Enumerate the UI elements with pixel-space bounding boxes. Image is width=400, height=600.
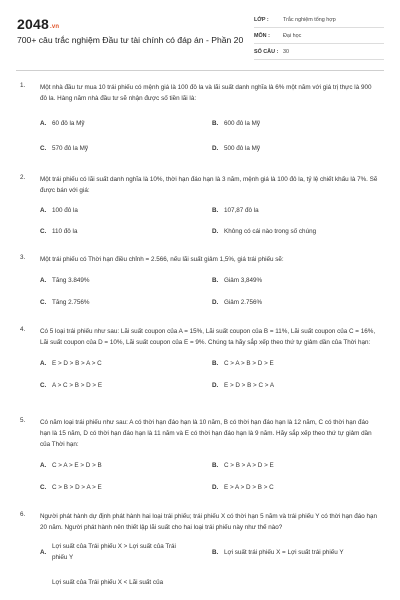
option-c[interactable] (40, 577, 163, 588)
option-c[interactable] (40, 297, 89, 308)
option-text: 110 đô la (52, 228, 78, 235)
option-letter: B. (212, 549, 219, 556)
option-b[interactable] (212, 275, 262, 286)
document-header (0, 0, 400, 66)
question-number: 2. (20, 174, 26, 181)
option-b[interactable] (212, 205, 259, 216)
option-c[interactable] (40, 143, 88, 154)
option-letter: B. (212, 120, 219, 127)
logo-suffix: .vn (49, 24, 60, 30)
option-a[interactable] (40, 460, 102, 471)
option-letter: B. (212, 277, 219, 284)
option-group (40, 358, 380, 404)
option-d[interactable] (212, 380, 274, 391)
option-letter: A. (40, 360, 47, 367)
option-c[interactable] (40, 380, 102, 391)
option-letter: A. (40, 462, 47, 469)
option-text: C > B > A > D > E (224, 462, 274, 469)
option-text: C > A > E > D > B (52, 462, 102, 469)
option-d[interactable] (212, 143, 260, 154)
question-number: 3. (20, 254, 26, 261)
question-text: Một trái phiếu có lãi suất danh nghĩa là 10%, thời hạn đáo hạn là 3 năm, mệnh giá là 100 đô la, tỷ lệ chiết khấu là 7%. Sẽ được bán với giá: (40, 176, 378, 194)
meta-key: MÔN : (254, 32, 270, 39)
option-group (40, 460, 380, 506)
question-number: 1. (20, 82, 26, 89)
option-letter: C. (40, 484, 47, 491)
meta-row-class (254, 12, 384, 28)
question-number: 4. (20, 326, 26, 333)
option-text: C > A > B > D > E (224, 360, 274, 367)
option-letter: D. (212, 382, 219, 389)
option-group (40, 541, 380, 600)
question-item (20, 511, 380, 600)
option-letter: D. (212, 145, 219, 152)
question-item (20, 82, 380, 174)
option-letter: B. (212, 462, 219, 469)
option-text: E > A > D > B > C (224, 484, 274, 491)
option-text: E > D > B > C > A (224, 382, 275, 389)
question-text: Một nhà đầu tư mua 10 trái phiếu có mệnh giá là 100 đô la và lãi suất danh nghĩa là 6% một năm với giá trị thực là 900 đô la. Hàng năm nhà đầu tư sẽ nhận được số tiền lãi là: (40, 84, 372, 102)
option-text: 107,87 đô la (224, 207, 259, 214)
question-number: 5. (20, 417, 26, 424)
option-letter: A. (40, 120, 47, 127)
meta-key: SỐ CÂU : (254, 48, 279, 55)
option-d[interactable] (212, 226, 316, 237)
option-a[interactable] (40, 358, 102, 369)
meta-key: LỚP : (254, 16, 269, 23)
option-text: 570 đô la Mỹ (52, 145, 89, 152)
option-letter: C. (40, 228, 47, 235)
option-letter: D. (212, 484, 219, 491)
option-text: Giảm 2.756% (224, 299, 263, 306)
meta-row-count (254, 44, 384, 60)
option-group (40, 205, 380, 251)
option-letter: C. (40, 382, 47, 389)
option-text: Lợi suất trái phiếu X = Lợi suất trái phiếu Y (224, 549, 344, 556)
question-item (20, 174, 380, 254)
option-c[interactable] (40, 482, 102, 493)
option-c[interactable] (40, 226, 77, 237)
option-letter: A. (40, 277, 47, 284)
option-text: 100 đô la (52, 207, 78, 214)
question-text: Có năm loại trái phiếu như sau: A có thời hạn đáo hạn là 10 năm, B có thời hạn đáo hạn là 12 năm, C có thời hạn đáo hạn là 15 năm, D có thời hạn đáo hạn là 11 năm và E có thời hạn đáo hạn là 9 năm. Hãy sắp xếp theo thứ tự giảm dần của Thời hạn: (40, 419, 372, 448)
option-text: 500 đô la Mỹ (224, 145, 261, 152)
document-title: 700+ câu trắc nghiệm Đầu tư tài chính có đáp án - Phần 20 (17, 35, 244, 45)
option-text: A > C > B > D > E (52, 382, 103, 389)
question-item (20, 326, 380, 417)
question-list (0, 76, 400, 600)
option-b[interactable] (212, 358, 274, 369)
question-item (20, 254, 380, 326)
option-text: Tăng 2.756% (52, 299, 90, 306)
question-item (20, 417, 380, 511)
header-divider (16, 70, 384, 71)
option-group (40, 275, 380, 321)
question-text: Một trái phiếu có Thời hạn điều chỉnh = 2.566, nếu lãi suất giảm 1,5%, giá trái phiếu sẽ: (40, 256, 284, 263)
option-letter: A. (40, 549, 47, 556)
option-letter: D. (212, 299, 219, 306)
option-letter: C. (40, 299, 47, 306)
meta-value: Trắc nghiệm tổng hợp (283, 16, 336, 23)
option-group (40, 118, 380, 168)
option-d[interactable] (212, 297, 262, 308)
option-text: Giảm 3,849% (224, 277, 263, 284)
question-text: Có 5 loại trái phiếu như sau: Lãi suất coupon của A = 15%, Lãi suất coupon của B = 11%, Lãi suất coupon của C = 16%, Lãi suất coupon của D = 10%, Lãi suất coupon của E = 9%. Chúng ta hãy sắp xếp theo thứ tự giảm dần của Thời hạn: (40, 328, 376, 346)
meta-value: Đại học (283, 32, 302, 39)
option-text: Lợi suất của Trái phiếu X > Lợi suất của Trái phiếu Y (52, 543, 176, 561)
option-a[interactable] (40, 118, 85, 129)
option-a[interactable] (40, 275, 89, 286)
option-text: C > B > D > A > E (52, 484, 102, 491)
option-text: Lợi suất của Trái phiếu X < Lãi suất của (52, 579, 164, 586)
option-text: Tăng 3.849% (52, 277, 90, 284)
option-b[interactable] (212, 547, 344, 558)
option-text: 600 đô la Mỹ (224, 120, 261, 127)
option-b[interactable] (212, 460, 274, 471)
option-b[interactable] (212, 118, 260, 129)
site-logo[interactable] (17, 16, 59, 32)
option-letter: D. (212, 228, 219, 235)
option-letter: C. (40, 145, 47, 152)
option-text: E > D > B > A > C (52, 360, 102, 367)
option-a[interactable] (40, 541, 177, 563)
option-letter: B. (212, 207, 219, 214)
meta-table (254, 12, 384, 60)
option-text: Không có cái nào trong số chúng (224, 228, 317, 235)
option-text: 60 đô la Mỹ (52, 120, 85, 127)
option-letter: A. (40, 207, 47, 214)
question-number: 6. (20, 511, 26, 518)
meta-value: 30 (283, 48, 289, 55)
question-text: Người phát hành dự định phát hành hai loại trái phiếu; trái phiếu X có thời hạn 5 năm và trái phiếu Y có thời hạn đáo hạn 20 năm. Người phát hành nên thiết lập lãi suất cho hai loại trái phiếu này như thế nào? (40, 513, 378, 531)
option-d[interactable] (212, 482, 274, 493)
logo-text: 2048 (17, 16, 49, 32)
option-letter: B. (212, 360, 219, 367)
meta-row-subject (254, 28, 384, 44)
option-a[interactable] (40, 205, 78, 216)
